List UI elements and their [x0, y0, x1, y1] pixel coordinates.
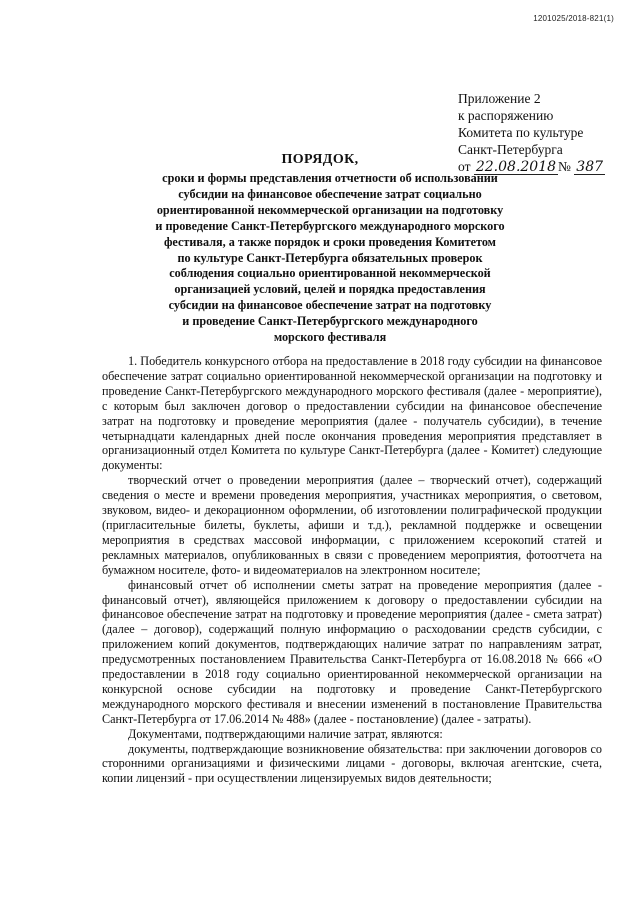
appendix-line-3: Комитета по культуре: [458, 125, 584, 140]
paragraph-financial-report: финансовый отчет об исполнении сметы затрат на проведение мероприятия (далее - финансовый отчет), являющейся приложением к договору о предоставлении субсидии на финансовое обеспечение затрат на подготовку и проведение мероприятия (далее - смета затрат) (далее – договор), содержащий полную информацию о расходовании средств субсидии, с приложением копий документов, подтверждающих наличие затрат по направлениям затрат, предусмотренных постановлением Правительства Санкт-Петербурга от 16.08.2018 № 666 «О предоставлении в 2018 году социально ориентированной некоммерческой организации на конкурсной основе субсидии на подготовку и проведение Санкт-Петербургского международного морского фестиваля и внесении изменений в постановление Правительства Санкт-Петербурга от 17.06.2014 № 488» (далее - постановление) (далее - затраты).: [102, 577, 602, 726]
subtitle-line: субсидии на финансовое обеспечение затрат социально: [178, 186, 482, 201]
document-body: [102, 354, 602, 786]
appendix-line-4: Санкт-Петербурга: [458, 142, 563, 157]
subtitle-line: фестиваля, а также порядок и сроки проведения Комитетом: [164, 234, 496, 249]
paragraph-documents-intro: Документами, подтверждающими наличие затрат, являются:: [128, 726, 443, 741]
subtitle-line: соблюдения социально ориентированной некоммерческой: [169, 266, 491, 281]
date-from-label: от: [458, 159, 471, 174]
paragraph-1: 1. Победитель конкурсного отбора на предоставление в 2018 году субсидии на финансовое обеспечение затрат социально ориентированной некоммерческой организации на подготовку и проведение Санкт-Петербургского международного морского фестиваля (далее - мероприятие), с которым был заключен договор о предоставлении субсидии на финансовое обеспечение затрат на подготовку и проведение мероприятия (далее - получатель субсидии), в течение четырнадцати календарных дней после окончания проведения мероприятия представляет в организационный отдел Комитета по культуре Санкт-Петербурга (далее - Комитет) следующие документы:: [102, 354, 602, 473]
subtitle-line: организацией условий, целей и порядка предоставления: [174, 282, 486, 297]
subtitle-line: по культуре Санкт-Петербурга обязательных проверок: [177, 250, 483, 265]
paragraph-obligation-documents: документы, подтверждающие возникновение обязательства: при заключении договоров со сторонними организациями и физическими лицами - договоры, включая агентские, счета, копии лицензий - при осуществлении лицензируемых видов деятельности;: [102, 741, 602, 786]
subtitle-line: морского фестиваля: [273, 330, 387, 345]
paragraph-creative-report: творческий отчет о проведении мероприятия (далее – творческий отчет), содержащий сведения о месте и времени проведения мероприятия, участниках мероприятия, о световом, звуковом, видео- и декорационном оформлении, об изготовлении полиграфической продукции (пригласительные билеты, буклеты, афиши и т.д.), рекламной поддержке и освещении мероприятия в средствах массовой информации, с приложением ксерокопий статей и рекламных материалов, опубликованных в связи с проведением мероприятия, фотоотчета на бумажном носителе, фото- и видеоматериалов на электронном носителе;: [102, 473, 602, 577]
subtitle-line: субсидии на финансовое обеспечение затрат на подготовку: [168, 298, 492, 313]
document-subtitle: [130, 171, 530, 346]
subtitle-line: сроки и формы представления отчетности об использовании: [162, 171, 498, 185]
handwritten-date: 22.08.2018: [475, 159, 557, 175]
appendix-line-2: к распоряжению: [458, 108, 554, 123]
number-label: №: [558, 159, 571, 174]
handwritten-number: 387: [576, 159, 604, 175]
document-code: 1201025/2018-821(1): [533, 14, 614, 23]
document-title: ПОРЯДОК,: [281, 152, 359, 167]
appendix-line-1: Приложение 2: [458, 91, 541, 106]
subtitle-line: и проведение Санкт-Петербургского международного: [182, 314, 478, 329]
subtitle-line: и проведение Санкт-Петербургского международного морского: [155, 218, 505, 233]
subtitle-line: ориентированной некоммерческой организации на подготовку: [156, 202, 504, 217]
